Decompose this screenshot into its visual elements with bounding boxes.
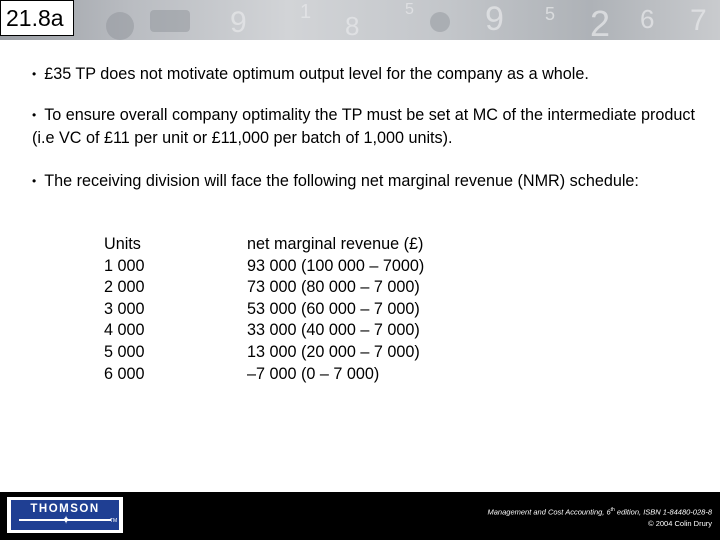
edition-isbn: edition, ISBN 1-84480-028-8 — [614, 507, 712, 517]
units-cell: 6 000 — [104, 364, 145, 383]
nmr-cell: 73 000 (80 000 – 7 000) — [247, 278, 420, 297]
book-credit — [488, 505, 712, 529]
bullet-text: To ensure overall company optimality the TP must be set at MC of the intermediate product (i.e VC of £11 per unit or £11,000 per batch of 1,000 units). — [32, 106, 696, 147]
bullet-text: £35 TP does not motivate optimum output level for the company as a whole. — [44, 65, 589, 83]
nmr-cell: 53 000 (60 000 – 7 000) — [247, 299, 420, 318]
units-cell: 1 000 — [104, 256, 145, 275]
units-cell: 3 000 — [104, 299, 145, 318]
bullet-symbol: • — [32, 174, 37, 188]
edition-number: 6 — [606, 507, 611, 517]
svg-text:9: 9 — [485, 0, 504, 38]
bullet-item — [32, 105, 702, 149]
units-header: Units — [104, 235, 141, 253]
trademark-mark: TM — [110, 518, 118, 524]
svg-text:1: 1 — [300, 1, 312, 23]
nmr-column — [247, 234, 424, 385]
svg-text:6: 6 — [640, 4, 655, 34]
nmr-header: net marginal revenue (£) — [247, 235, 424, 253]
svg-text:7: 7 — [690, 4, 707, 37]
units-cell: 2 000 — [104, 278, 145, 297]
svg-text:5: 5 — [545, 4, 556, 24]
bullet-symbol: • — [32, 67, 37, 81]
svg-text:2: 2 — [590, 3, 611, 40]
thomson-logo — [7, 497, 123, 533]
units-cell: 4 000 — [104, 321, 145, 340]
book-citation — [488, 505, 712, 518]
nmr-cell: –7 000 (0 – 7 000) — [247, 364, 380, 383]
svg-text:9: 9 — [230, 6, 247, 39]
units-column — [104, 234, 145, 385]
nmr-cell: 13 000 (20 000 – 7 000) — [247, 342, 420, 361]
bullet-symbol: • — [32, 108, 37, 122]
bullet-item — [32, 64, 702, 87]
banner-decoration — [0, 0, 720, 40]
units-cell: 5 000 — [104, 342, 145, 361]
edition-suffix: th — [610, 507, 615, 513]
copyright-text: © 2004 Colin Drury — [648, 518, 712, 528]
nmr-cell: 33 000 (40 000 – 7 000) — [247, 321, 420, 340]
header-banner — [0, 0, 720, 40]
slide-number: 21.8a — [0, 0, 74, 36]
bullet-text: The receiving division will face the following net marginal revenue (NMR) schedule: — [44, 172, 639, 190]
logo-panel — [11, 500, 119, 530]
bullet-item — [32, 171, 702, 194]
svg-text:5: 5 — [405, 1, 414, 18]
star-icon: ✦ — [61, 513, 72, 527]
nmr-cell: 93 000 (100 000 – 7000) — [247, 256, 425, 275]
svg-text:8: 8 — [345, 11, 360, 40]
logo-text: THOMSON — [30, 503, 100, 515]
footer-bar — [0, 492, 720, 540]
book-title: Management and Cost Accounting, — [487, 507, 605, 517]
